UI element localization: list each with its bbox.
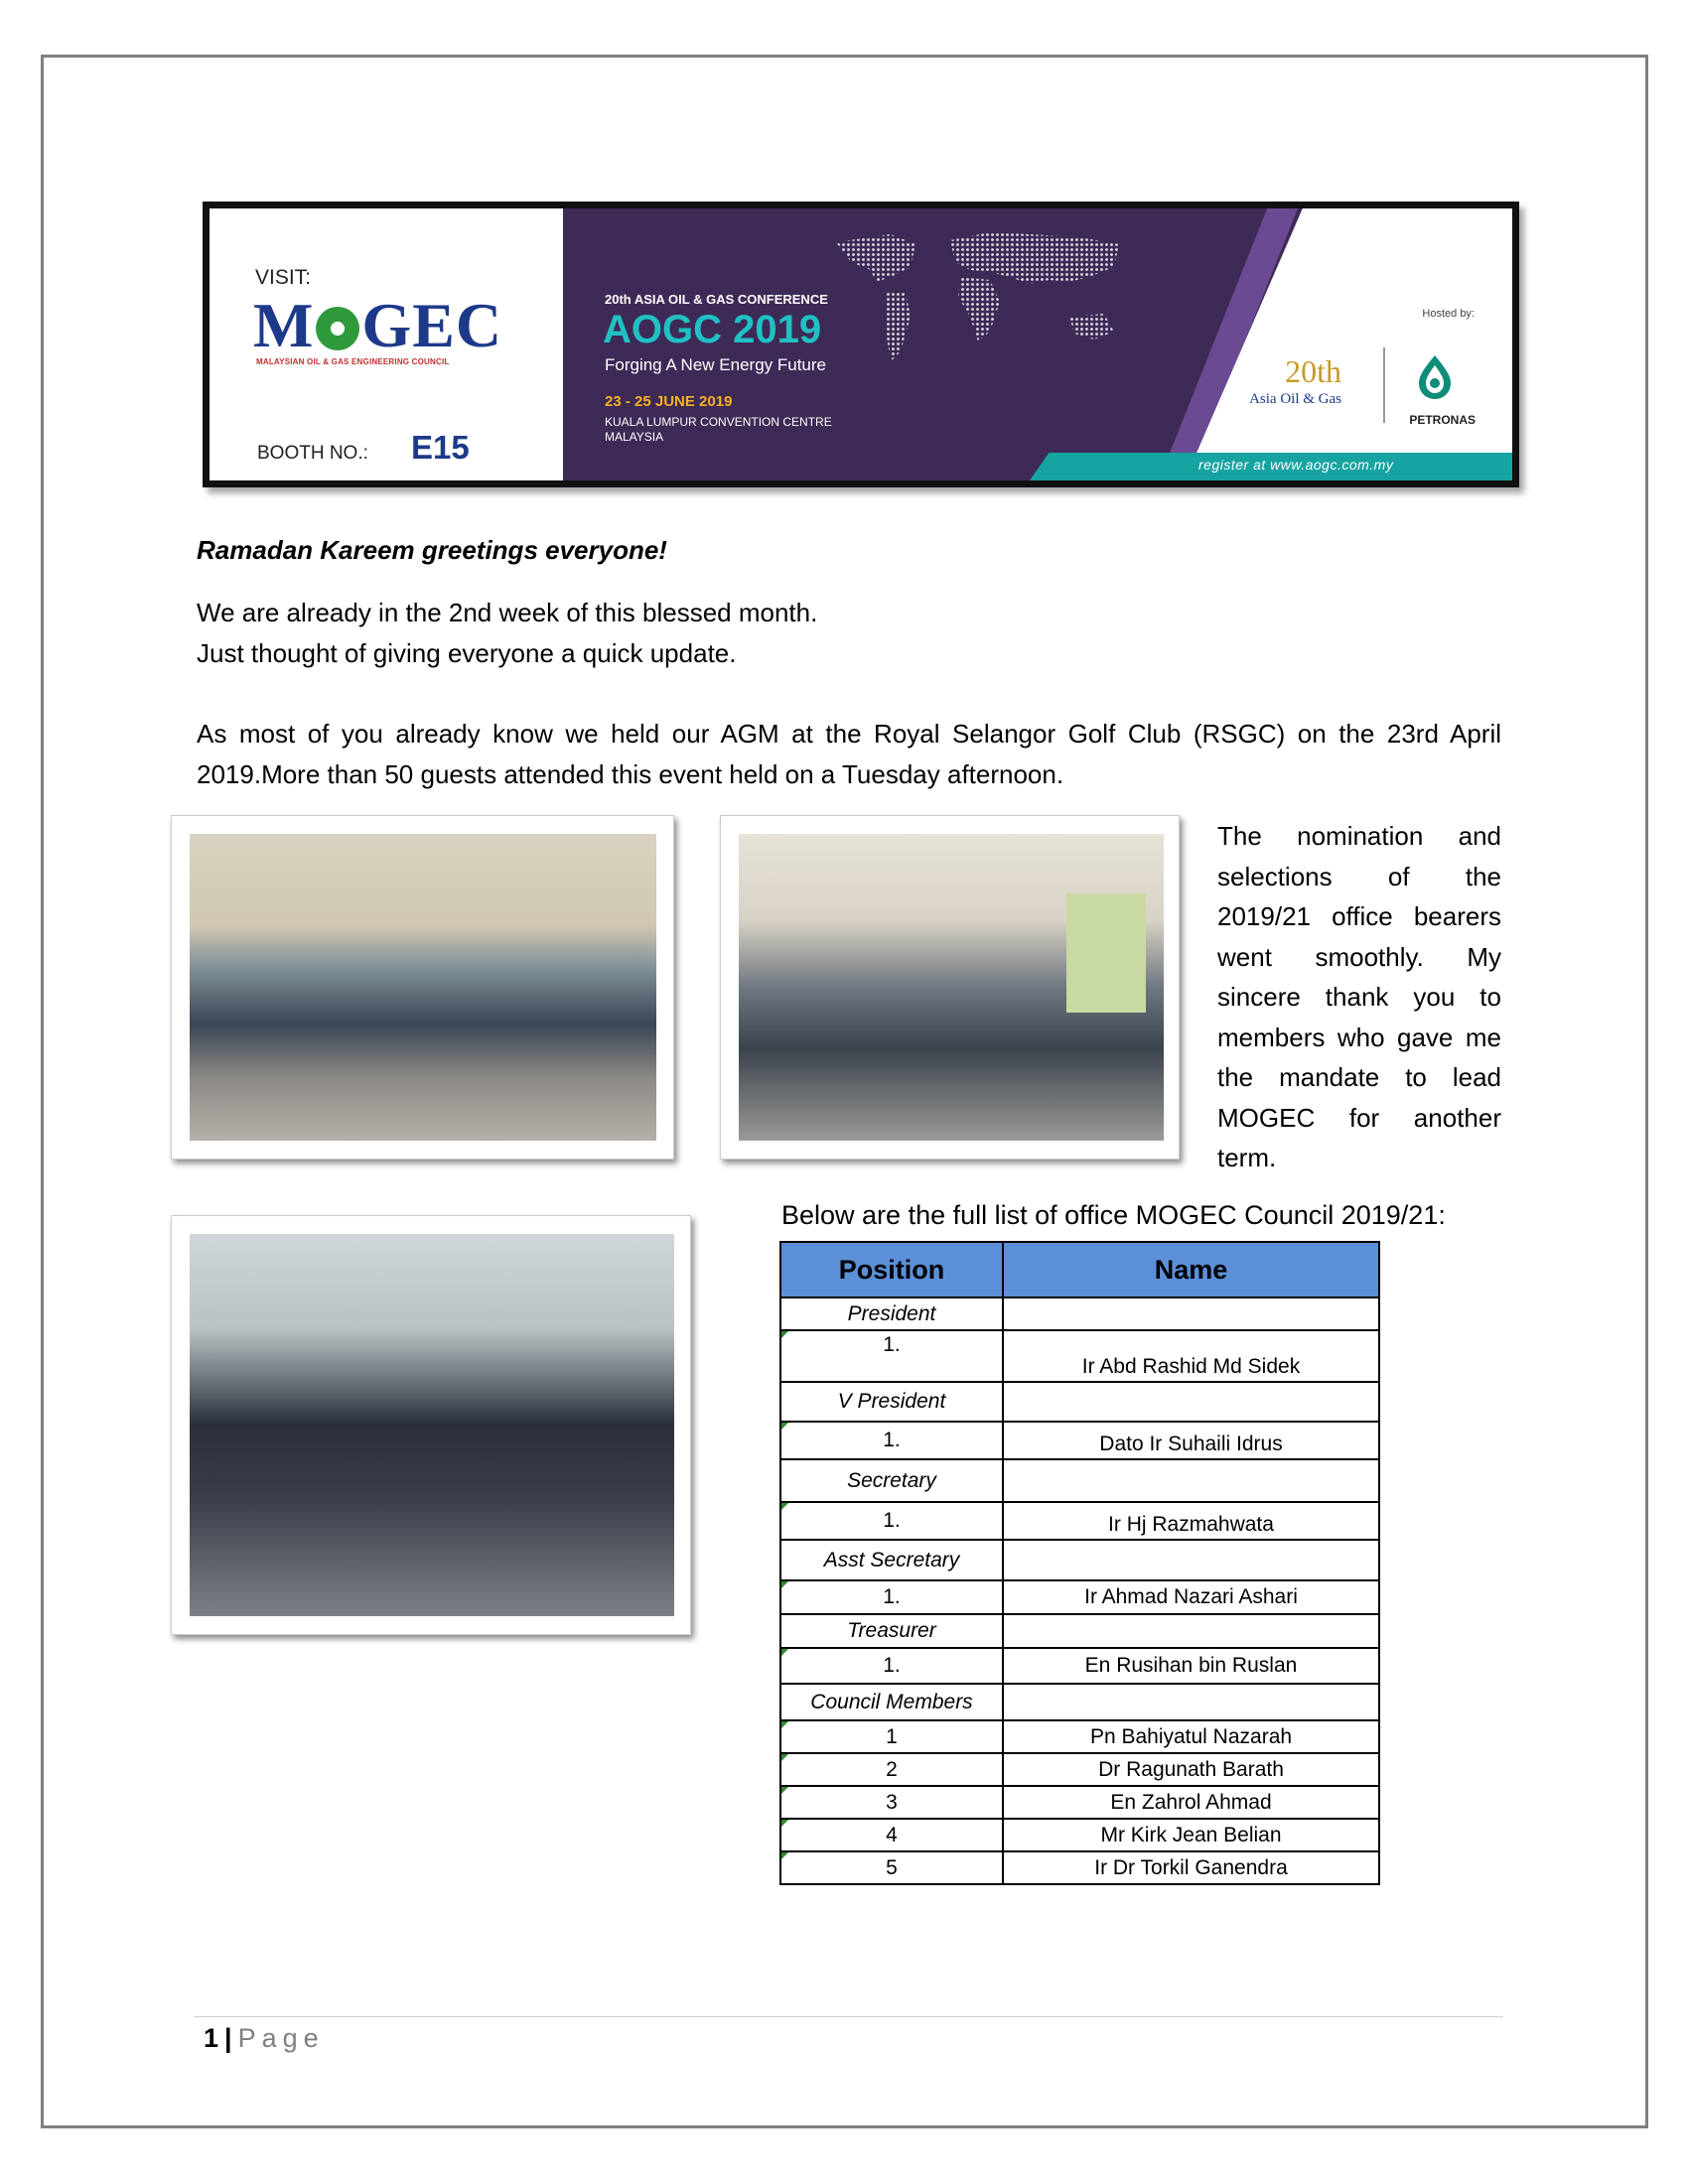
name-cell: En Rusihan bin Ruslan bbox=[1003, 1648, 1379, 1684]
table-row bbox=[780, 1851, 1379, 1884]
page-number: 1 bbox=[204, 2023, 219, 2053]
number-cell: 1. bbox=[780, 1580, 1003, 1614]
name-cell: Dr Ragunath Barath bbox=[1003, 1753, 1379, 1786]
mogec-logo-m: M bbox=[253, 290, 315, 360]
header-position: Position bbox=[780, 1242, 1003, 1297]
petronas-icon bbox=[1415, 353, 1455, 401]
page-word: Page bbox=[237, 2023, 325, 2053]
intro-line-1: We are already in the 2nd week of this blessed month. bbox=[197, 598, 818, 627]
page-footer bbox=[204, 2023, 325, 2054]
table-row bbox=[780, 1422, 1379, 1459]
agm-photo-3-frame[interactable] bbox=[171, 1215, 691, 1635]
table-row bbox=[780, 1459, 1379, 1502]
role-cell: Secretary bbox=[780, 1459, 1003, 1502]
council-table bbox=[779, 1241, 1380, 1885]
empty-cell bbox=[1003, 1684, 1379, 1720]
name-cell: Ir Dr Torkil Ganendra bbox=[1003, 1851, 1379, 1884]
booth-number: E15 bbox=[411, 429, 470, 466]
table-row bbox=[780, 1720, 1379, 1753]
header-name: Name bbox=[1003, 1242, 1379, 1297]
venue-line-2: MALAYSIA bbox=[605, 430, 664, 444]
name-cell: Dato Ir Suhaili Idrus bbox=[1003, 1422, 1379, 1459]
empty-cell bbox=[1003, 1459, 1379, 1502]
number-cell: 1 bbox=[780, 1720, 1003, 1753]
nomination-paragraph: The nomination and selections of the 2019/21 office bearers went smoothly. My sincere thank you to members who gave me the mandate to lead MOGEC for another term. bbox=[1217, 821, 1501, 1172]
table-row bbox=[780, 1684, 1379, 1720]
intro-line-2: Just thought of giving everyone a quick update. bbox=[197, 638, 737, 668]
agm-photo-2 bbox=[739, 834, 1164, 1141]
agm-paragraph: As most of you already know we held our AGM at the Royal Selangor Golf Club (RSGC) on the 23rd April 2019.More than 50 guests attended this event held on a Tuesday afternoon. bbox=[197, 719, 1501, 789]
agm-photo-2-frame[interactable] bbox=[720, 815, 1180, 1160]
table-row bbox=[780, 1502, 1379, 1540]
empty-cell bbox=[1003, 1540, 1379, 1580]
aogc-banner[interactable] bbox=[203, 202, 1519, 487]
hosted-by-label: Hosted by: bbox=[1422, 308, 1475, 320]
name-cell: Mr Kirk Jean Belian bbox=[1003, 1819, 1379, 1851]
name-cell: Pn Bahiyatul Nazarah bbox=[1003, 1720, 1379, 1753]
role-cell: V President bbox=[780, 1382, 1003, 1422]
banner-right-panel bbox=[563, 208, 1512, 480]
role-cell: President bbox=[780, 1297, 1003, 1330]
world-map-icon bbox=[831, 222, 1129, 371]
table-row bbox=[780, 1330, 1379, 1382]
table-row bbox=[780, 1819, 1379, 1851]
aog-logo-text: Asia Oil & Gas bbox=[1249, 391, 1341, 407]
banner-left-panel bbox=[210, 208, 563, 480]
table-row bbox=[780, 1580, 1379, 1614]
number-cell: 5 bbox=[780, 1851, 1003, 1884]
empty-cell bbox=[1003, 1297, 1379, 1330]
register-link[interactable]: register at www.aogc.com.my bbox=[1198, 457, 1394, 473]
mogec-logo-gec: GEC bbox=[361, 290, 503, 360]
table-row bbox=[780, 1648, 1379, 1684]
aogc-tagline: Forging A New Energy Future bbox=[605, 355, 827, 374]
mogec-logo-subtitle: MALAYSIAN OIL & GAS ENGINEERING COUNCIL bbox=[256, 357, 450, 366]
footer-rule bbox=[195, 2016, 1503, 2017]
table-row bbox=[780, 1614, 1379, 1648]
number-cell: 4 bbox=[780, 1819, 1003, 1851]
council-list-caption: Below are the full list of office MOGEC Council 2019/21: bbox=[781, 1200, 1446, 1230]
agm-photo-1-frame[interactable] bbox=[171, 815, 674, 1160]
aogc-date: 23 - 25 JUNE 2019 bbox=[605, 393, 733, 410]
empty-cell bbox=[1003, 1614, 1379, 1648]
greeting-heading: Ramadan Kareem greetings everyone! bbox=[197, 535, 667, 565]
number-cell: 1. bbox=[780, 1330, 1003, 1382]
empty-cell bbox=[1003, 1382, 1379, 1422]
council-table-header bbox=[780, 1242, 1379, 1297]
intro-paragraph bbox=[197, 593, 817, 674]
name-cell: Ir Hj Razmahwata bbox=[1003, 1502, 1379, 1540]
table-row bbox=[780, 1382, 1379, 1422]
agm-photo-1 bbox=[190, 834, 656, 1141]
aog-20th-logo: 20th bbox=[1285, 353, 1341, 389]
name-cell: Ir Ahmad Nazari Ashari bbox=[1003, 1580, 1379, 1614]
footer-separator: | bbox=[224, 2023, 232, 2053]
booth-label: BOOTH NO.: bbox=[257, 443, 368, 464]
role-cell: Treasurer bbox=[780, 1614, 1003, 1648]
aogc-title: AOGC 2019 bbox=[603, 308, 822, 351]
projector-screen bbox=[1066, 893, 1146, 1013]
name-cell: Ir Abd Rashid Md Sidek bbox=[1003, 1330, 1379, 1382]
number-cell: 3 bbox=[780, 1786, 1003, 1819]
petronas-label: PETRONAS bbox=[1409, 413, 1476, 427]
number-cell: 2 bbox=[780, 1753, 1003, 1786]
role-cell: Council Members bbox=[780, 1684, 1003, 1720]
mogec-logo bbox=[253, 290, 503, 360]
banner-visit-label: VISIT: bbox=[255, 266, 312, 289]
agm-photo-3 bbox=[190, 1234, 674, 1616]
table-row bbox=[780, 1297, 1379, 1330]
table-row bbox=[780, 1540, 1379, 1580]
conference-line: 20th ASIA OIL & GAS CONFERENCE bbox=[605, 292, 828, 307]
table-row bbox=[780, 1753, 1379, 1786]
role-cell: Asst Secretary bbox=[780, 1540, 1003, 1580]
name-cell: En Zahrol Ahmad bbox=[1003, 1786, 1379, 1819]
host-divider bbox=[1383, 347, 1385, 423]
mogec-flower-icon bbox=[316, 307, 359, 350]
aogc-venue bbox=[605, 415, 832, 445]
venue-line-1: KUALA LUMPUR CONVENTION CENTRE bbox=[605, 415, 832, 429]
number-cell: 1. bbox=[780, 1648, 1003, 1684]
number-cell: 1. bbox=[780, 1422, 1003, 1459]
table-row bbox=[780, 1786, 1379, 1819]
number-cell: 1. bbox=[780, 1502, 1003, 1540]
